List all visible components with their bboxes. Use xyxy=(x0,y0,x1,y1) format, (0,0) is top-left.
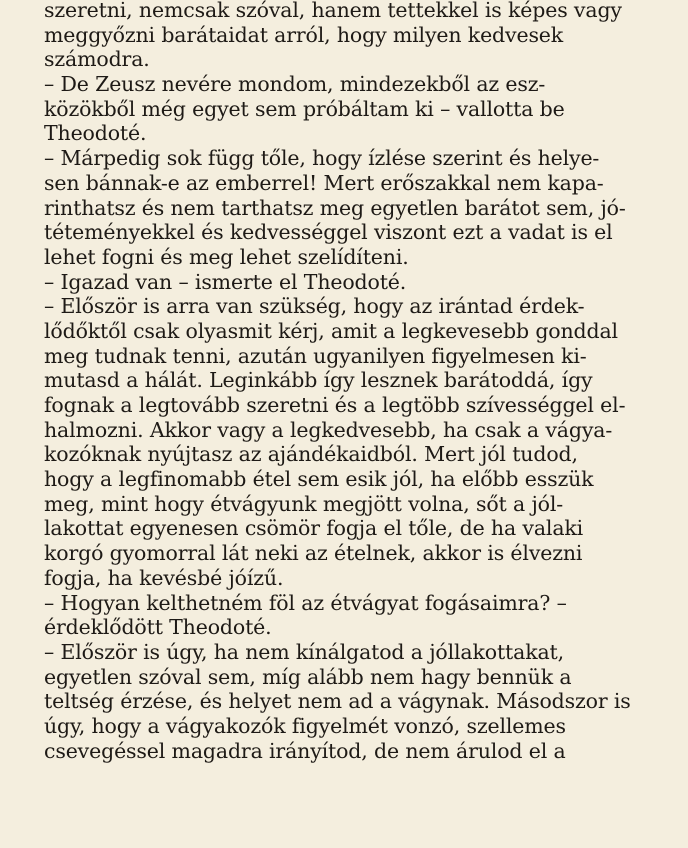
body-text xyxy=(44,0,688,763)
text-line: közökből még egyet sem próbáltam ki – vallotta be xyxy=(44,96,565,121)
text-line: meg tudnak tenni, azután ugyanilyen figyelmesen ki- xyxy=(44,343,587,368)
text-line: meggyőzni barátaidat arról, hogy milyen kedvesek xyxy=(44,22,564,47)
text-line: számodra. xyxy=(44,47,150,72)
text-line: lakottat egyenesen csömör fogja el tőle, de ha valaki xyxy=(44,516,584,541)
text-line: téteményekkel és kedvességgel viszont ezt a vadat is el xyxy=(44,220,613,245)
text-line: egyetlen szóval sem, míg alább nem hagy bennük a xyxy=(44,664,572,689)
text-line: lehet fogni és meg lehet szelídíteni. xyxy=(44,244,409,269)
text-line: Theodoté. xyxy=(44,121,147,146)
text-line: korgó gyomorral lát neki az ételnek, akkor is élvezni xyxy=(44,541,583,566)
text-line: – Igazad van – ismerte el Theodoté. xyxy=(44,269,407,294)
text-line: fognak a legtovább szeretni és a legtöbb szívességgel el- xyxy=(44,393,626,417)
text-line: rinthatsz és nem tarthatsz meg egyetlen barátot sem, jó- xyxy=(44,195,626,220)
text-line: – Hogyan kelthetném föl az étvágyat fogásaimra? – xyxy=(44,590,567,615)
text-line: fogja, ha kevésbé jóízű. xyxy=(44,565,284,590)
text-line: lődőktől csak olyasmit kérj, amit a legkevesebb gonddal xyxy=(44,318,618,343)
text-line: sen bánnak-e az emberrel! Mert erőszakkal nem kapa- xyxy=(44,170,604,195)
text-line: – Először is úgy, ha nem kínálgatod a jóllakottakat, xyxy=(44,639,565,664)
text-line: teltség érzése, és helyet nem ad a vágynak. Másodszor is xyxy=(44,689,631,714)
text-line: – De Zeusz nevére mondom, mindezekből az esz- xyxy=(44,72,546,97)
text-line: – Először is arra van szükség, hogy az irántad érdek- xyxy=(44,294,585,319)
text-line: kozóknak nyújtasz az ajándékaidból. Mert jól tudod, xyxy=(44,442,578,467)
text-line: hogy a legfinomabb étel sem esik jól, ha előbb esszük xyxy=(44,467,594,492)
text-line: halmozni. Akkor vagy a legkedvesebb, ha csak a vágya- xyxy=(44,417,613,442)
text-line: mutasd a hálát. Leginkább így lesznek barátoddá, így xyxy=(44,368,593,393)
text-line: úgy, hogy a vágyakozók figyelmét vonzó, szellemes xyxy=(44,713,566,738)
text-line: meg, mint hogy étvágyunk megjött volna, sőt a jól- xyxy=(44,491,564,516)
text-line: csevegéssel magadra irányítod, de nem árulod el a xyxy=(44,738,566,763)
text-line: – Márpedig sok függ tőle, hogy ízlése szerint és helye- xyxy=(44,146,600,171)
text-line: érdeklődött Theodoté. xyxy=(44,615,272,640)
text-line: szeretni, nemcsak szóval, hanem tettekkel is képes vagy xyxy=(44,0,622,22)
